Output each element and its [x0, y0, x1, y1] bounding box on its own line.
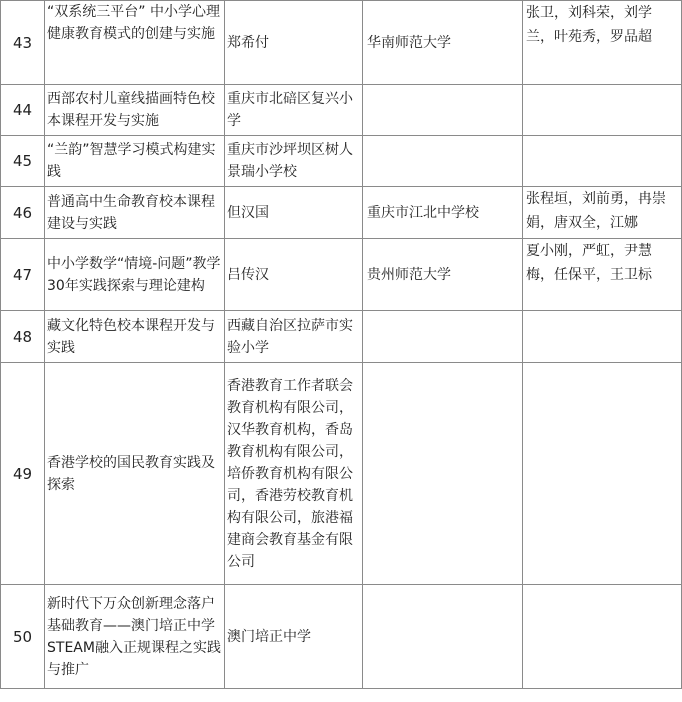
row-number: 50	[1, 585, 45, 689]
members-cell: 张程垣，刘前勇，冉崇娟，唐双全，江娜	[523, 187, 682, 239]
institution-cell	[363, 311, 523, 363]
table-row	[1, 1, 682, 85]
leader-cell: 郑希付	[225, 1, 363, 85]
row-number: 45	[1, 136, 45, 187]
table-row	[1, 136, 682, 187]
institution-cell	[363, 363, 523, 585]
row-number: 46	[1, 187, 45, 239]
table-row	[1, 363, 682, 585]
project-name: 西部农村儿童线描画特色校本课程开发与实施	[45, 85, 225, 136]
table-row	[1, 585, 682, 689]
institution-cell: 贵州师范大学	[363, 239, 523, 311]
table-row	[1, 85, 682, 136]
table-row	[1, 239, 682, 311]
table-row	[1, 187, 682, 239]
project-name: 香港学校的国民教育实践及探索	[45, 363, 225, 585]
row-number: 44	[1, 85, 45, 136]
project-name: 普通高中生命教育校本课程建设与实践	[45, 187, 225, 239]
project-name: 藏文化特色校本课程开发与实践	[45, 311, 225, 363]
leader-cell: 澳门培正中学	[225, 585, 363, 689]
institution-cell: 华南师范大学	[363, 1, 523, 85]
leader-cell: 重庆市北碚区复兴小学	[225, 85, 363, 136]
row-number: 48	[1, 311, 45, 363]
members-cell	[523, 85, 682, 136]
members-cell	[523, 363, 682, 585]
members-cell	[523, 136, 682, 187]
row-number: 49	[1, 363, 45, 585]
leader-cell: 吕传汉	[225, 239, 363, 311]
institution-cell	[363, 85, 523, 136]
institution-cell	[363, 136, 523, 187]
project-name: 中小学数学“情境-问题”教学30年实践探索与理论建构	[45, 239, 225, 311]
leader-cell: 西藏自治区拉萨市实验小学	[225, 311, 363, 363]
members-cell	[523, 311, 682, 363]
leader-cell: 但汉国	[225, 187, 363, 239]
institution-cell: 重庆市江北中学校	[363, 187, 523, 239]
leader-cell: 重庆市沙坪坝区树人景瑞小学校	[225, 136, 363, 187]
project-name: “双系统三平台” 中小学心理健康教育模式的创建与实施	[45, 1, 225, 85]
project-name: 新时代下万众创新理念落户基础教育——澳门培正中学STEAM融入正规课程之实践与推广	[45, 585, 225, 689]
row-number: 47	[1, 239, 45, 311]
members-cell	[523, 585, 682, 689]
row-number: 43	[1, 1, 45, 85]
members-cell: 张卫，刘科荣，刘学兰，叶苑秀，罗品超	[523, 1, 682, 85]
project-name: “兰韵”智慧学习模式构建实践	[45, 136, 225, 187]
members-cell: 夏小刚，严虹，尹慧梅，任保平，王卫标	[523, 239, 682, 311]
institution-cell	[363, 585, 523, 689]
table-row	[1, 311, 682, 363]
leader-cell: 香港教育工作者联会教育机构有限公司，汉华教育机构，香岛教育机构有限公司，培侨教育机构有限公司，香港劳校教育机构有限公司，旅港福建商会教育基金有限公司	[225, 363, 363, 585]
